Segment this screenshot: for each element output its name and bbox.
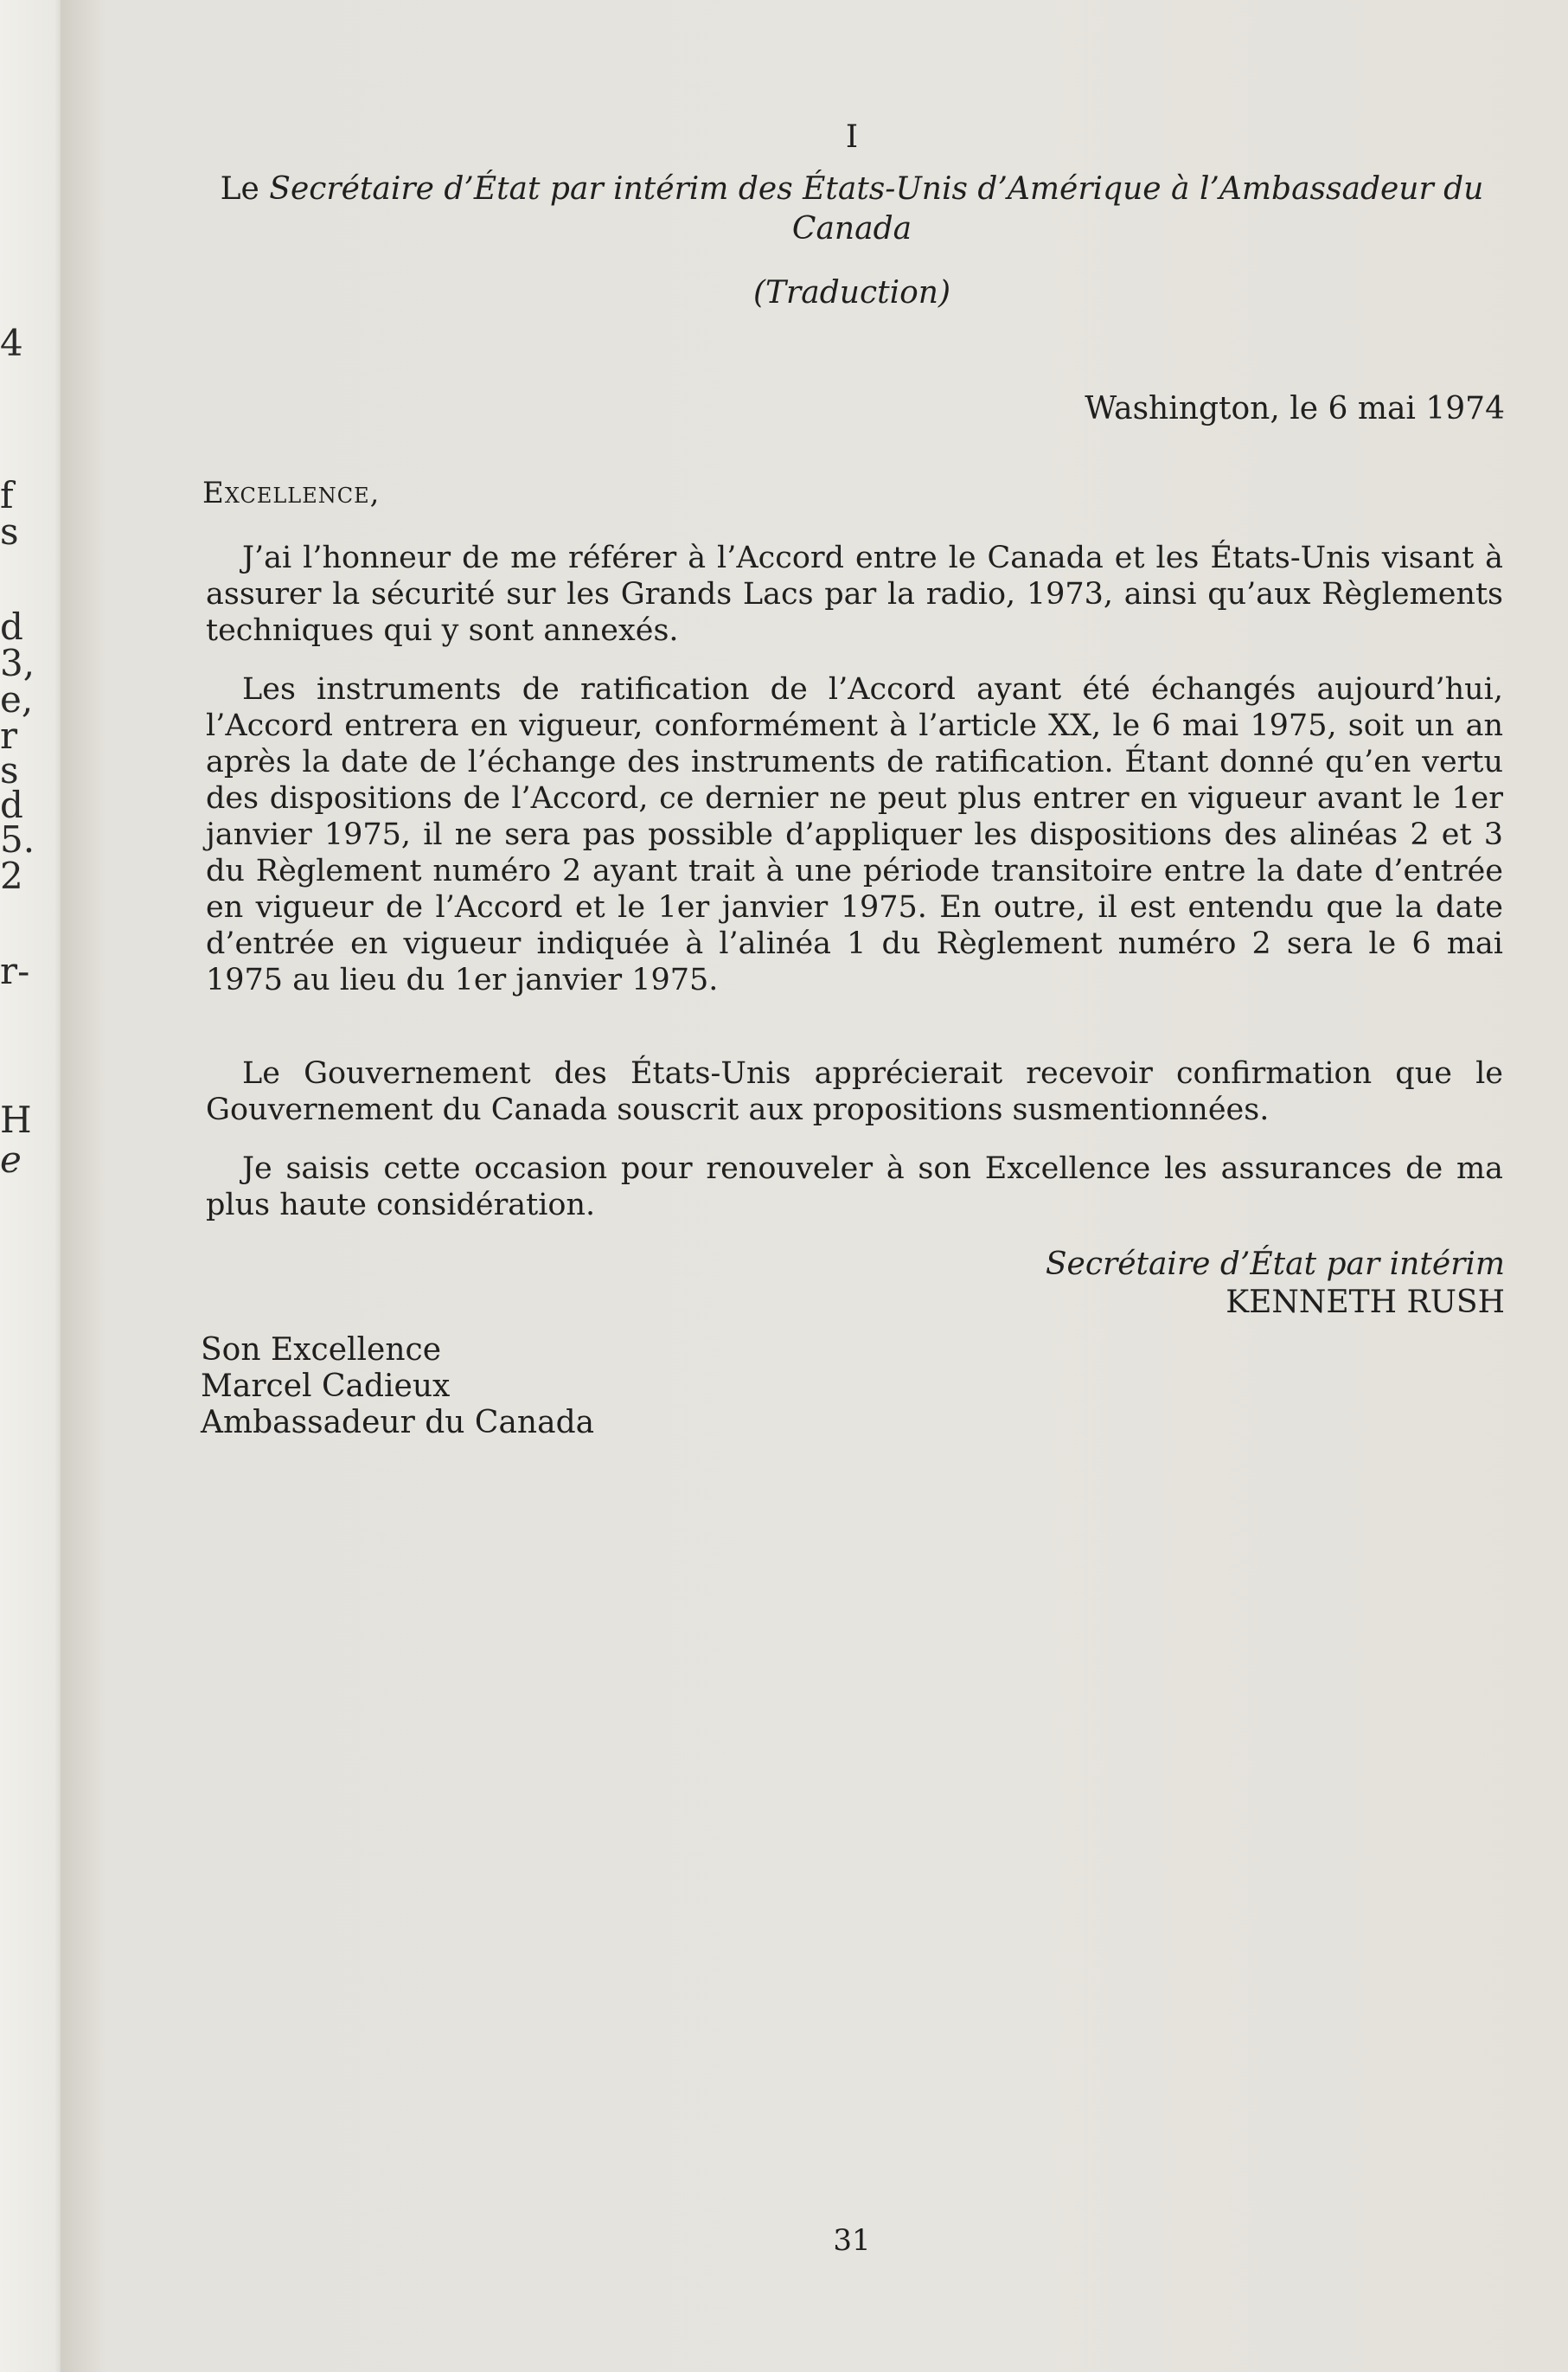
gutter-fragment: 2 [0, 855, 23, 897]
salutation: Excellence, [202, 476, 381, 510]
paragraph-4: Je saisis cette occasion pour renouveler à son Excellence les assurances de ma plus haute considération. [206, 1151, 1503, 1222]
gutter-fragment: d [0, 606, 23, 648]
addressee-block [201, 1332, 594, 1441]
addressee-line: Son Excellence [201, 1332, 441, 1368]
signature-name: KENNETH RUSH [1226, 1285, 1505, 1320]
gutter-fragment: e, [0, 678, 34, 721]
addressee-line: Ambassadeur du Canada [201, 1405, 595, 1440]
gutter-fragment: H [0, 1099, 32, 1141]
gutter-fragment: 3, [0, 642, 35, 684]
paragraph-1: J’ai l’honneur de me référer à l’Accord entre le Canada et les États-Unis visant à assurer la sécurité sur les Grands Lacs par la radio, 1973, ainsi qu’aux Règlements techniques qui y sont annexés. [206, 541, 1503, 648]
gutter-fragment: 4 [0, 322, 23, 364]
heading-le: Le [220, 171, 259, 207]
gutter-fragment: f [0, 474, 14, 516]
gutter-fragment: r- [0, 950, 30, 992]
translation-note: (Traduction) [752, 275, 950, 311]
paragraph-2: Les instruments de ratification de l’Accord ayant été échangés aujourd’hui, l’Accord entrera en vigueur, conformément à l’article XX, le 6 mai 1975, soit un an après la date de l’échange des instruments de ratification. Étant donné qu’en vertu des dispositions de l’Accord, ce dernier ne peut plus entrer en vigueur avant le 1er janvier 1975, il ne sera pas possible d’appliquer les dispositions des alinéas 2 et 3 du Règlement numéro 2 ayant trait à une période transitoire entre la date d’entrée en vigueur de l’Accord et le 1er janvier 1975. En outre, il est entendu que la date d’entrée en vigueur indiquée à l’alinéa 1 du Règlement numéro 2 sera le 6 mai 1975 au lieu du 1er janvier 1975. [206, 672, 1503, 997]
gutter-fragment: s [0, 510, 19, 553]
heading-text: Secrétaire d’État par intérim des États-Unis d’Amérique à l’Ambassadeur du Canada [269, 171, 1484, 247]
letter-date: Washington, le 6 mai 1974 [1085, 391, 1505, 426]
signature-block [1046, 1246, 1505, 1322]
paragraph-3: Le Gouvernement des États-Unis apprécierait recevoir confirmation que le Gouvernement du Canada souscrit aux propositions susmentionnées. [206, 1056, 1503, 1127]
addressee-line: Marcel Cadieux [201, 1369, 451, 1404]
gutter-fragment: d [0, 784, 23, 826]
gutter-fragment: r [0, 715, 18, 757]
document-page [61, 0, 1568, 2372]
section-numeral: I [845, 119, 859, 155]
letter-heading [199, 170, 1505, 249]
gutter-fragment: s [0, 749, 19, 792]
gutter-fragment: 5. [0, 818, 35, 861]
gutter-fragment: e [0, 1138, 22, 1181]
page-number: 31 [833, 2223, 871, 2258]
signature-role: Secrétaire d’État par intérim [1045, 1247, 1505, 1282]
